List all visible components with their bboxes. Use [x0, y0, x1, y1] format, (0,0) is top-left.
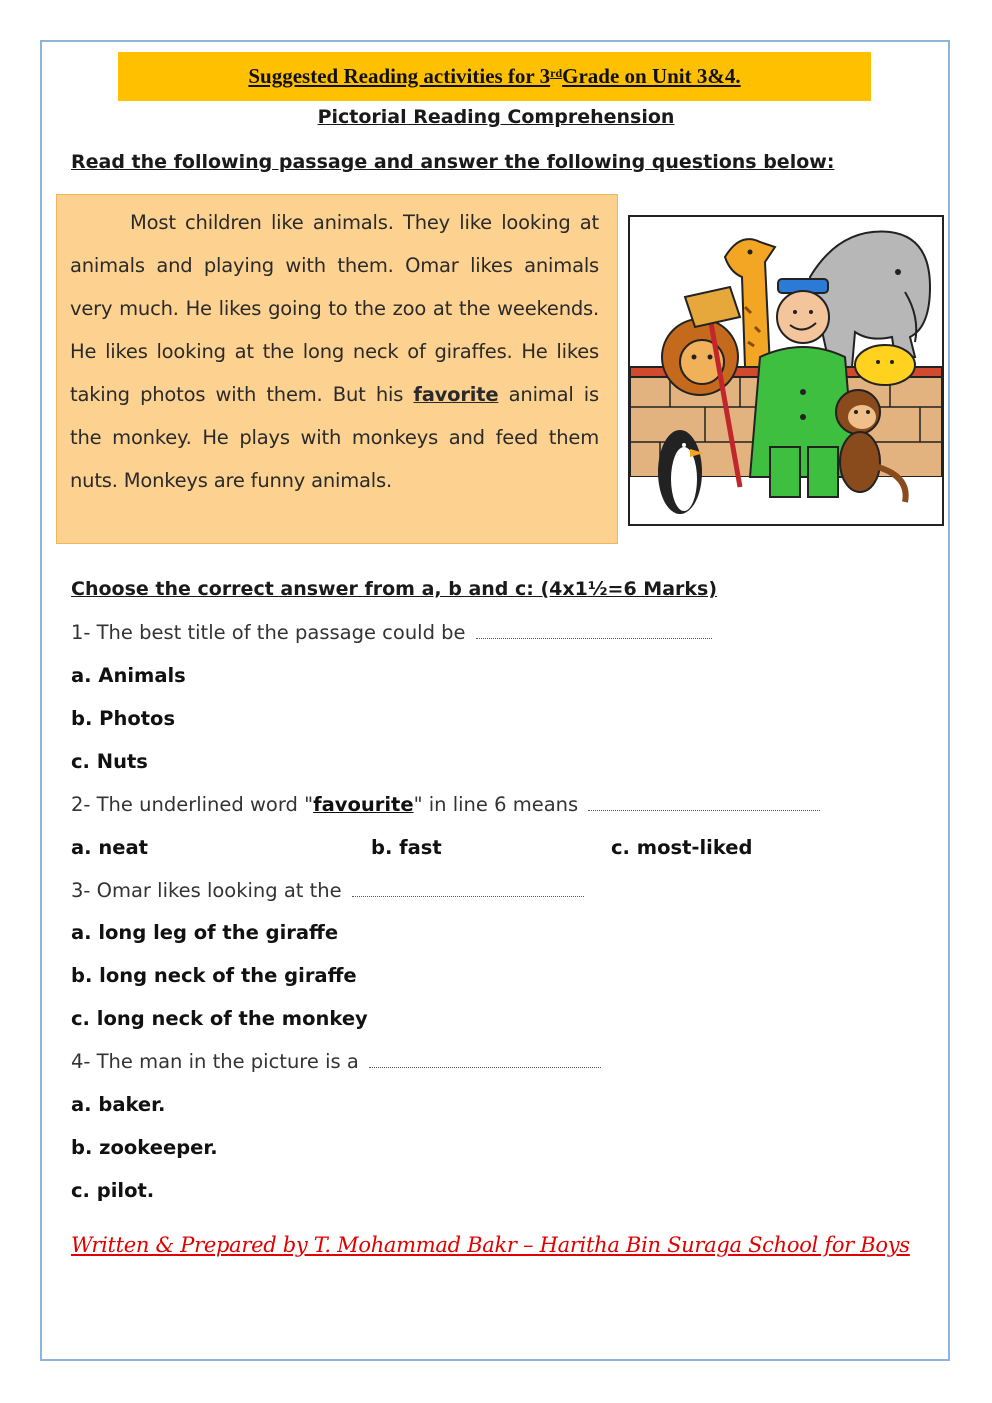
question-4-option-b[interactable]: b. zookeeper. — [71, 1136, 218, 1159]
question-1-option-b[interactable]: b. Photos — [71, 707, 176, 730]
reading-passage — [56, 194, 618, 544]
passage-text — [70, 201, 599, 502]
question-2-underlined-word: favourite — [313, 793, 414, 816]
question-4-option-a[interactable]: a. baker. — [71, 1093, 166, 1116]
question-3-prompt: 3- Omar likes looking at the — [71, 879, 342, 902]
question-2 — [71, 793, 820, 816]
question-2-option-c[interactable]: c. most-liked — [611, 836, 753, 859]
title-superscript: rd — [550, 66, 563, 80]
question-2-prompt-end: " in line 6 means — [413, 793, 579, 816]
question-2-prompt-start: 2- The underlined word " — [71, 793, 314, 816]
question-3-option-a[interactable]: a. long leg of the giraffe — [71, 921, 339, 944]
passage-text-start: Most children like animals. They like looking at animals and playing with them. Omar likes animals very much. He likes going to the zoo at the weekends. He likes looking at the long neck of giraffes. He likes taking photos with them. But his — [70, 211, 599, 406]
title-text: Suggested Reading activities for 3 — [248, 64, 551, 88]
answer-blank[interactable] — [352, 882, 584, 897]
passage-text-end: animal is the monkey. He plays with monkeys and feed them nuts. Monkeys are funny animals. — [70, 383, 599, 492]
question-3-option-b[interactable]: b. long neck of the giraffe — [71, 964, 357, 987]
questions-heading: Choose the correct answer from a, b and c: (4x1½=6 Marks) — [71, 578, 718, 600]
section-subtitle: Pictorial Reading Comprehension — [317, 106, 675, 128]
question-2-option-a[interactable]: a. neat — [71, 836, 148, 859]
question-1-option-a[interactable]: a. Animals — [71, 664, 186, 687]
zookeeper-animals-image — [630, 217, 942, 524]
answer-blank[interactable] — [588, 796, 820, 811]
question-4-prompt: 4- The man in the picture is a — [71, 1050, 359, 1073]
answer-blank[interactable] — [369, 1053, 601, 1068]
worksheet-title — [118, 52, 871, 101]
question-4 — [71, 1050, 601, 1073]
question-1-option-c[interactable]: c. Nuts — [71, 750, 148, 773]
question-1-prompt: 1- The best title of the passage could be — [71, 621, 466, 644]
answer-blank[interactable] — [476, 624, 712, 639]
instruction-heading: Read the following passage and answer the following questions below: — [71, 151, 835, 173]
title-text-end: Grade on Unit 3&4. — [562, 64, 741, 88]
question-3-option-c[interactable]: c. long neck of the monkey — [71, 1007, 368, 1030]
question-4-option-c[interactable]: c. pilot. — [71, 1179, 155, 1202]
question-3 — [71, 879, 584, 902]
zoo-illustration — [628, 215, 944, 526]
author-credit: Written & Prepared by T. Mohammad Bakr – Haritha Bin Suraga School for Boys — [71, 1233, 910, 1257]
question-1 — [71, 621, 712, 644]
question-2-option-b[interactable]: b. fast — [371, 836, 442, 859]
underlined-word: favorite — [413, 383, 499, 406]
